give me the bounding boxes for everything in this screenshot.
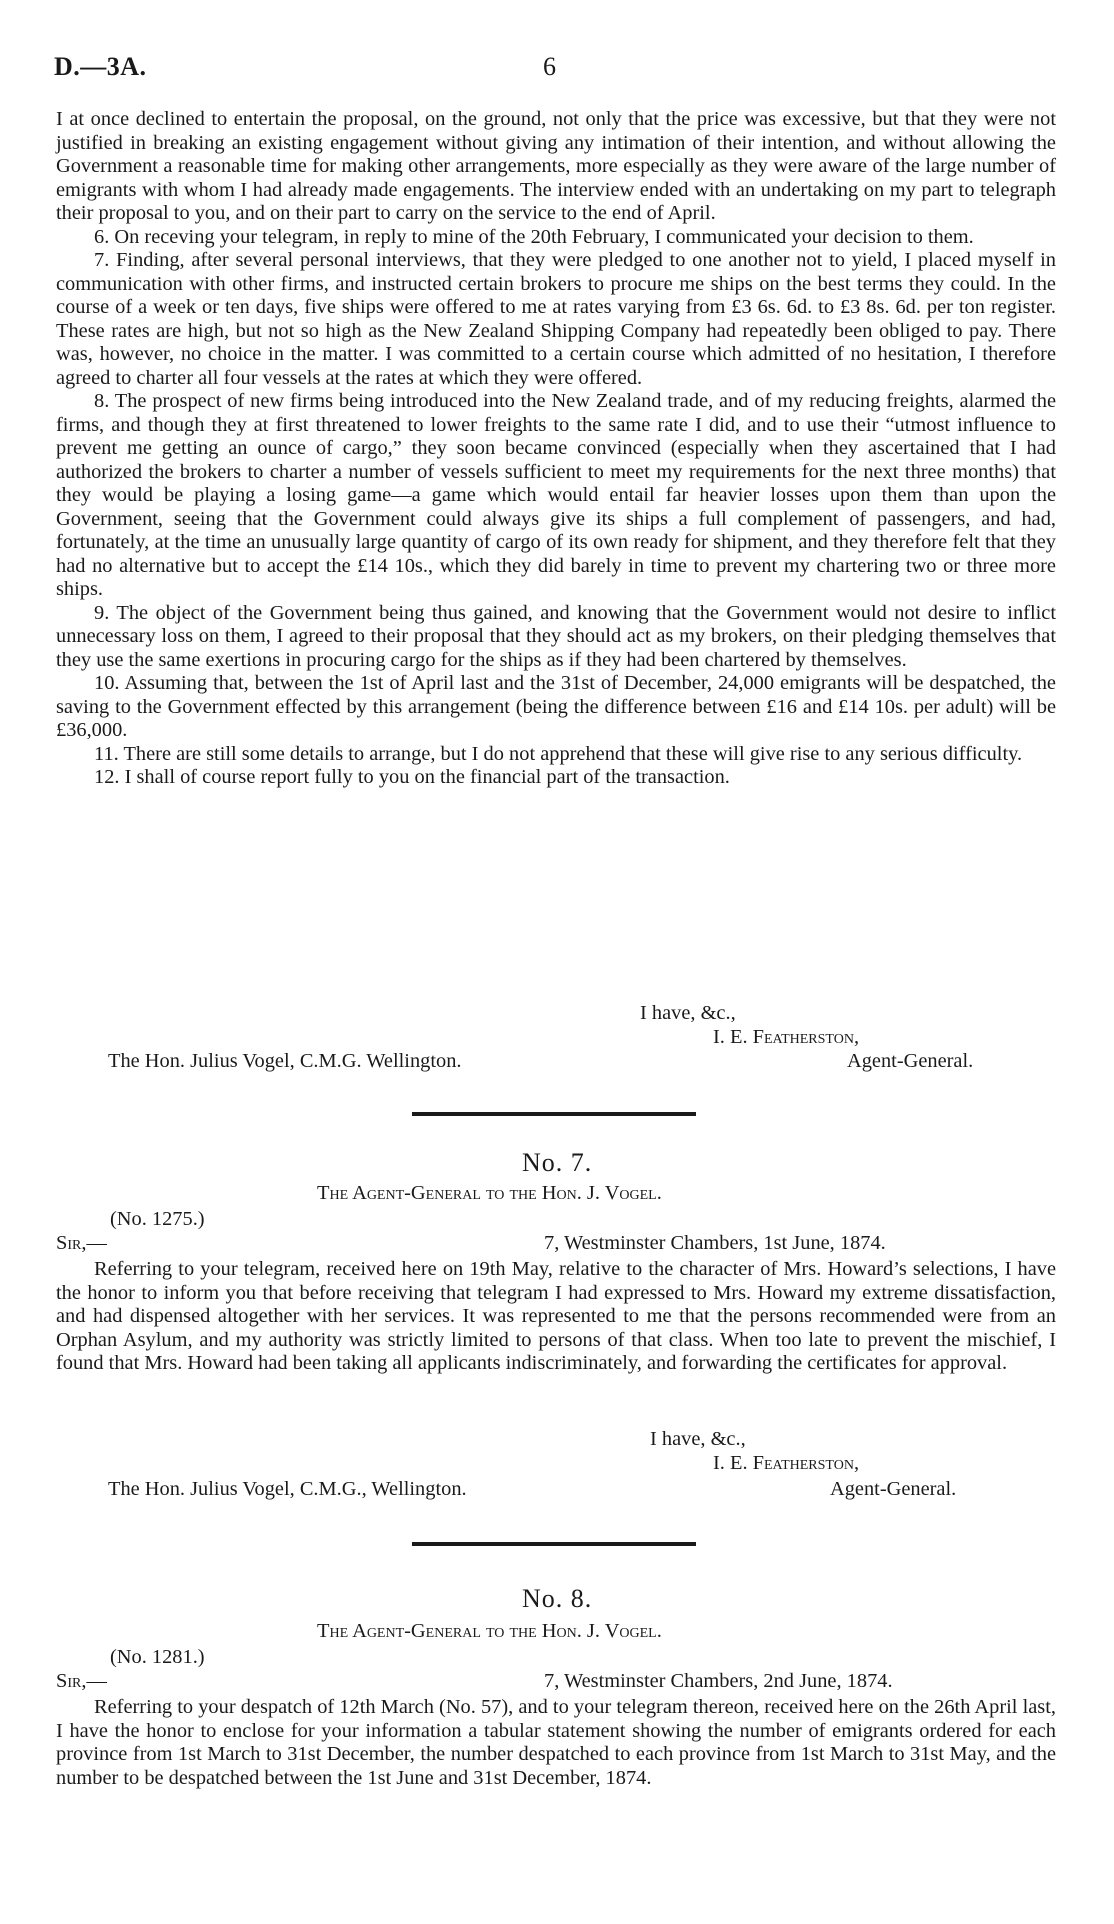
closing: I have, &c., [650, 1428, 746, 1450]
closing: I have, &c., [640, 1002, 736, 1024]
paragraph: 6. On receving your telegram, in reply to mine of the 20th February, I communicated your decision to them. [94, 225, 974, 248]
page-number: 6 [543, 52, 556, 81]
letter-subject: The Agent-General to the Hon. J. Vogel. [317, 1620, 662, 1642]
divider [412, 1542, 696, 1546]
letter1-body [56, 108, 1056, 790]
signature: I. E. Featherston, [713, 1452, 860, 1474]
addressee: The Hon. Julius Vogel, C.M.G., Wellington. [108, 1478, 467, 1500]
paragraph: 10. Assuming that, between the 1st of April last and the 31st of December, 24,000 emigrants will be despatched, the saving to the Government effected by this arrangement (being the difference between £16 and £14 10s. per adult) will be £36,000. [56, 672, 1056, 741]
address-date: 7, Westminster Chambers, 2nd June, 1874. [544, 1670, 893, 1692]
paragraph: 9. The object of the Government being thus gained, and knowing that the Government would not desire to inflict unnecessary loss on them, I agreed to their proposal that they should act as my brokers, on their pledging themselves that they use the same exertions in procuring cargo for the ships as if they had been chartered by themselves. [56, 601, 1056, 671]
signature: I. E. Featherston, [713, 1026, 860, 1048]
signatory-title: Agent-General. [830, 1478, 957, 1500]
letter-ref: (No. 1275.) [110, 1208, 205, 1230]
paragraph: I at once declined to entertain the proposal, on the ground, not only that the price was excessive, but that they were not justified in breaking an existing engagement without giving any intimation of their intention, and without allowing the Government a reasonable time for making other arrangements, more especially as they were aware of the large number of emigrants with whom I had already made engagements. The interview ended with an undertaking on my part to telegraph their proposal to you, and on their part to carry on the service to the end of April. [56, 108, 1056, 224]
letter-ref: (No. 1281.) [110, 1646, 205, 1668]
document-reference: D.—3A. [54, 52, 147, 81]
letter-subject: The Agent-General to the Hon. J. Vogel. [317, 1182, 662, 1204]
paragraph: 7. Finding, after several personal interviews, that they were pledged to one another not to yield, I placed myself in communication with other firms, and instructed certain brokers to procure me ships on the best terms they could. In the course of a week or ten days, five ships were offered to me at rates varying from £3 6s. 6d. to £3 8s. 6d. per ton register. These rates are high, but not so high as the New Zealand Shipping Company had repeatedly been obliged to pay. There was, however, no choice in the matter. I was committed to a certain course which admitted of no hesitation, I therefore agreed to charter all four vessels at the rates at which they were offered. [56, 249, 1056, 389]
salutation: Sir,— [56, 1232, 107, 1254]
salutation: Sir,— [56, 1670, 107, 1692]
addressee: The Hon. Julius Vogel, C.M.G. Wellington. [108, 1050, 462, 1072]
divider [412, 1112, 696, 1116]
letter2-body: Referring to your telegram, received here on 19th May, relative to the character of Mrs. Howard’s selections, I have the honor to inform you that before receiving that telegram I had expressed to Mrs. Howard my extreme dissatisfaction, and had dispensed altogether with her services. It was represented to me that the persons recommended were from an Orphan Asylum, and my authority was strictly limited to persons of that class. When too late to prevent the mischief, I found that Mrs. Howard had been taking all applicants indiscriminately, and forwarding the certificates for approval. [56, 1258, 1056, 1374]
address-date: 7, Westminster Chambers, 1st June, 1874. [544, 1232, 886, 1254]
paragraph: 12. I shall of course report fully to you on the financial part of the transaction. [94, 766, 730, 788]
letter-number: No. 7. [522, 1148, 593, 1177]
letter3-body: Referring to your despatch of 12th March (No. 57), and to your telegram thereon, received here on the 26th April last, I have the honor to enclose for your information a tabular statement showing the number of emigrants ordered for each province from 1st March to 31st December, the number despatched to each province from 1st March to 31st May, and the number to be despatched between the 1st June and 31st December, 1874. [56, 1696, 1056, 1789]
paragraph: 8. The prospect of new firms being introduced into the New Zealand trade, and of my reducing freights, alarmed the firms, and though they at first threatened to lower freights to the same rate I did, and to use their “utmost influence to prevent me getting an ounce of cargo,” they soon became convinced (especially when they ascertained that I had authorized the brokers to charter a number of vessels sufficient to meet my requirements for the next three months) that they would be playing a losing game—a game which would entail far heavier losses upon them than upon the Government, seeing that the Government could always give its ships a full complement of passengers, and had, fortunately, at the time an unusually large quantity of cargo of its own ready for shipment, and they therefore felt that they had no alternative but to accept the £14 10s., which they did barely in time to prevent my chartering two or three more ships. [56, 390, 1056, 600]
letter-number: No. 8. [522, 1584, 593, 1613]
signatory-title: Agent-General. [847, 1050, 974, 1072]
paragraph: 11. There are still some details to arrange, but I do not apprehend that these will give rise to any serious difficulty. [94, 742, 1023, 765]
